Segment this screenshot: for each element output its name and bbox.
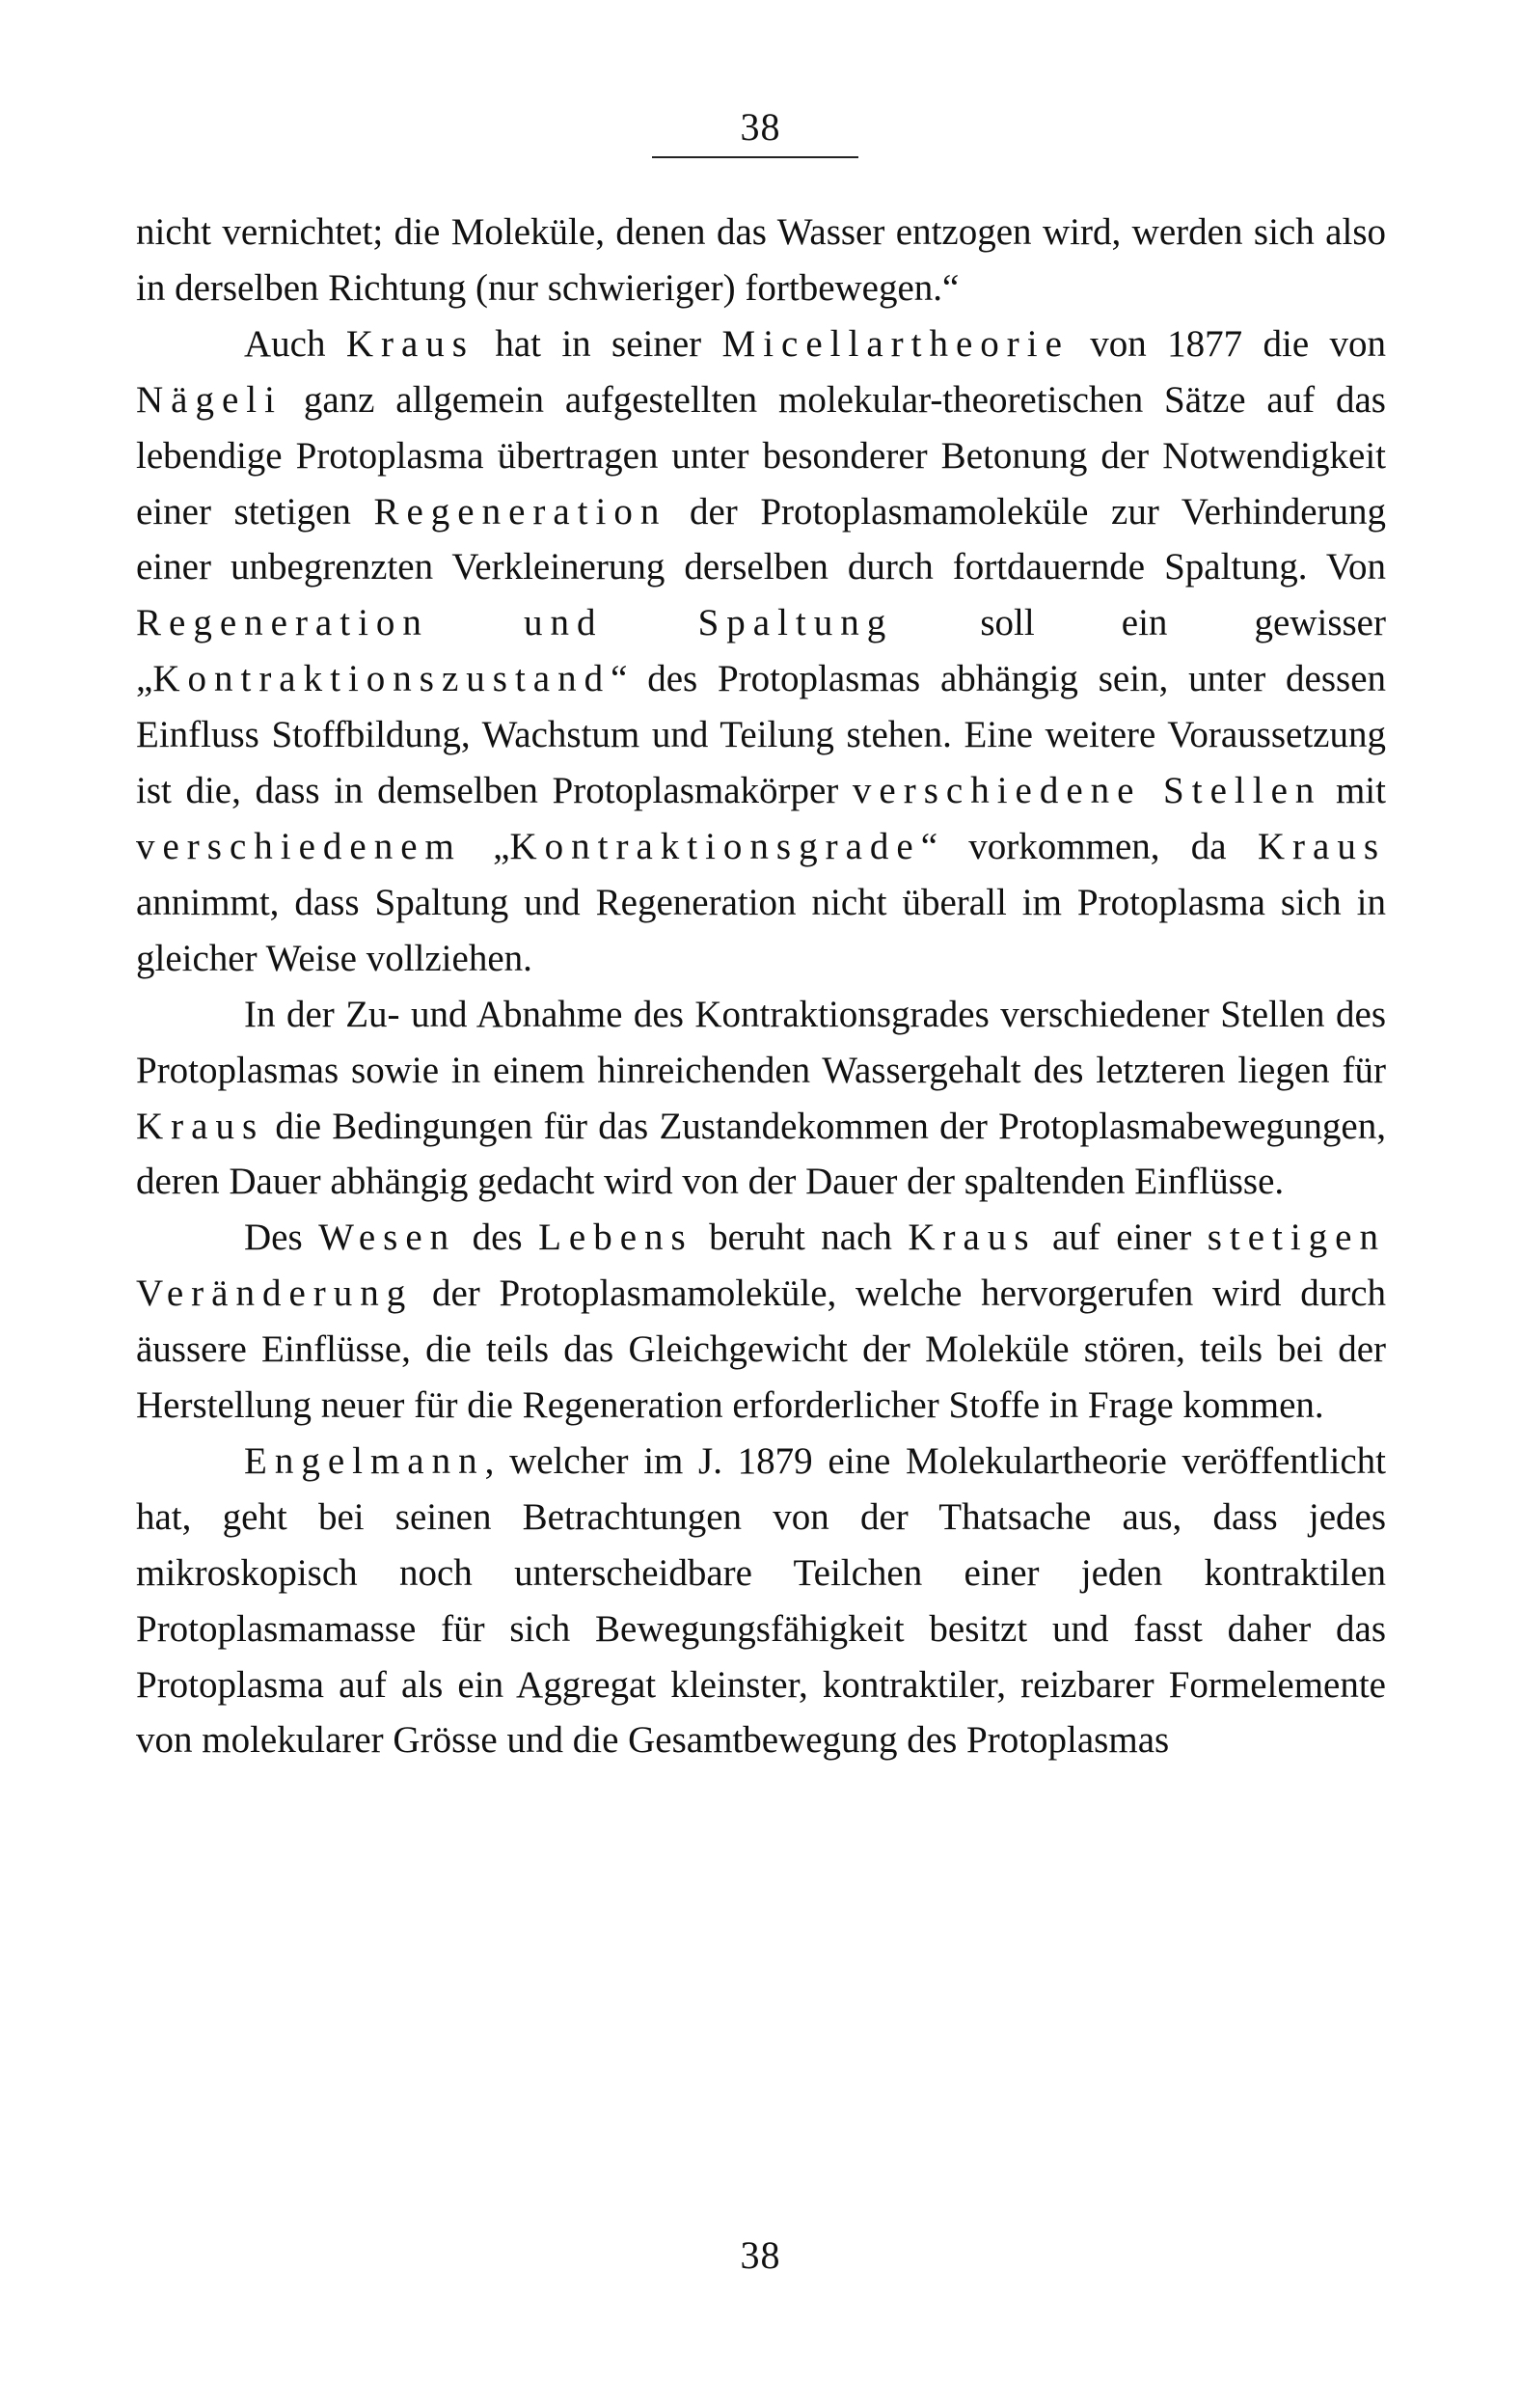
emphasized-text: Lebens [538,1217,693,1259]
text-run: , welcher im J. 1879 eine Molekulartheorie veröffentlicht hat, geht bei seinen Betrachtungen von der Thatsache aus, dass jedes mikroskopisch noch unterscheidbare Teilchen einer jeden kontraktilen Protoplasmamasse für sich Bewegungsfähigkeit besitzt und fasst daher das Protoplasma auf als ein Aggregat kleinster, kontraktiler, reizbarer Formelemente von molekularer Grösse und die Gesamtbewegung des Protoplasmas [136,1439,1386,1762]
text-run: soll ein gewisser „ [136,602,1386,700]
text-run: ganz allgemein aufgestellten molekular-theoretischen Sätze auf das lebendige Protoplasma übertragen unter besonderer Betonung der Notwendigkeit einer stetigen [136,378,1386,533]
emphasized-text: verschiedene Stellen [852,770,1322,812]
text-run: von 1877 die von [1069,322,1386,365]
page-number-top: 38 [740,105,781,149]
text-run: Des [244,1217,319,1259]
emphasized-text: Kraus [908,1217,1037,1259]
text-run: „ [461,825,510,867]
paragraph [136,1210,1386,1434]
emphasized-text: Regeneration und Spaltung [136,602,894,644]
emphasized-text: Kraus [136,1105,265,1147]
text-run: nicht vernichtet; die Moleküle, denen das Wasser entzogen wird, werden sich also in derselben Richtung (nur schwieriger) fortbewegen.“ [136,211,1386,309]
emphasized-text: Wesen [318,1217,457,1259]
emphasized-text: Kraus [1257,825,1386,867]
paragraph [136,1434,1386,1768]
emphasized-text: Micellartheorie [721,322,1070,365]
header-rule [652,156,858,158]
body-text [136,205,1386,1768]
emphasized-text: Nägeli [136,378,283,421]
text-run: auf einer [1036,1217,1208,1259]
emphasized-text: stetigen Veränderung [136,1217,1386,1315]
page-number-bottom: 38 [740,2233,781,2277]
text-run: des [456,1217,539,1259]
text-run: “ des Protoplasmas abhängig sein, unter dessen Einfluss Stoffbildung, Wachstum und Teilung stehen. Eine weitere Voraussetzung ist die, dass in demselben Protoplasmakörper [136,658,1386,812]
text-run: hat in seiner [474,322,722,365]
text-run: beruht nach [693,1217,909,1259]
emphasized-text: Regeneration [373,490,667,533]
paragraph [136,205,1386,316]
text-run: mit [1321,770,1386,812]
emphasized-text: Engelmann [244,1439,485,1482]
emphasized-text: Kontraktionszustand [152,658,611,700]
paragraph [136,316,1386,987]
emphasized-text: Kraus [345,322,475,365]
emphasized-text: Kontraktionsgrade [509,825,921,867]
text-run: annimmt, dass Spaltung und Regeneration nicht überall im Protoplasma sich in gleicher Weise vollziehen. [136,881,1386,979]
text-run: In der Zu- und Abnahme des Kontraktionsgrades verschiedener Stellen des Protoplasmas sowie in einem hinreichenden Wassergehalt des letzteren liegen für [136,993,1386,1091]
text-run: Auch [244,322,346,365]
text-run: der Protoplasmamoleküle, welche hervorgerufen wird durch äussere Einflüsse, die teils das Gleichgewicht der Moleküle stören, teils bei der Herstellung neuer für die Regeneration erforderlicher Stoffe in Frage kommen. [136,1272,1386,1427]
paragraph [136,987,1386,1211]
text-run: der Protoplasmamoleküle zur Verhinderung einer unbegrenzten Verkleinerung derselben durch fortdauernde Spaltung. Von [136,490,1386,588]
emphasized-text: verschiedenem [136,825,462,867]
text-run: “ vorkommen, da [920,825,1258,867]
text-run: die Bedingungen für das Zustandekommen der Protoplasmabewegungen, deren Dauer abhängig gedacht wird von der Dauer der spaltenden Einflüsse. [136,1105,1386,1203]
